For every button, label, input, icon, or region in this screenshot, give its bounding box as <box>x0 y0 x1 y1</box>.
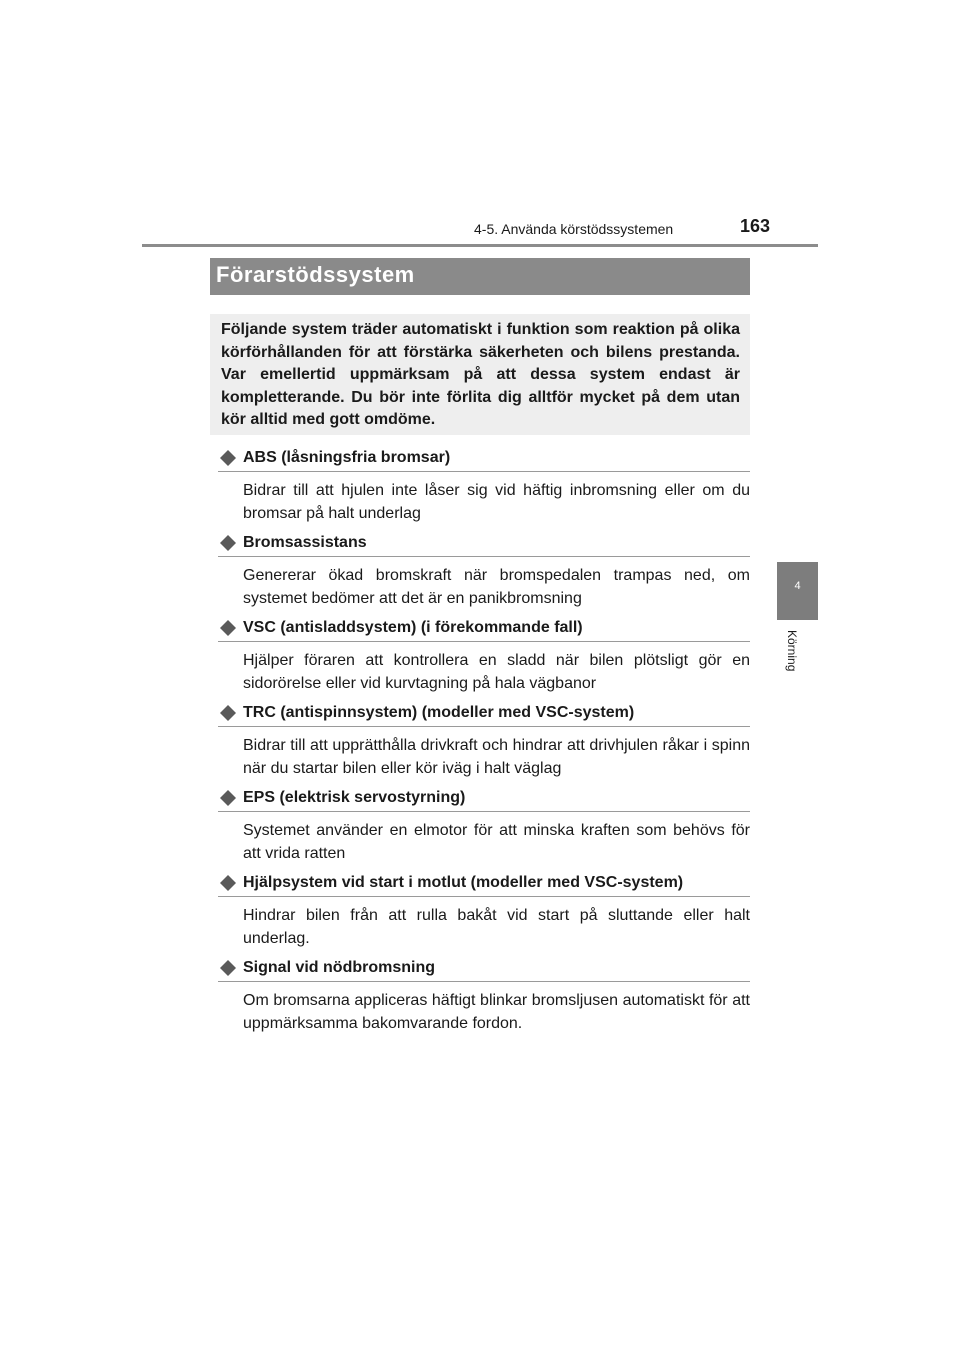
diamond-icon <box>219 534 237 552</box>
diamond-icon <box>219 704 237 722</box>
item-description: Systemet använder en elmotor för att minska kraften som behövs för att vrida ratten <box>243 822 750 862</box>
diamond-icon <box>219 874 237 892</box>
header-rule <box>142 244 818 247</box>
item-heading <box>218 533 750 557</box>
chapter-label: Körning <box>785 630 799 672</box>
intro-box <box>210 314 750 435</box>
section-name: 4-5. Använda körstödssystemen <box>474 221 674 237</box>
item-description: Bidrar till att hjulen inte låser sig vid häftig inbromsning eller om du bromsar på halt underlag <box>243 482 750 522</box>
item-description: Genererar ökad bromskraft när bromspedalen trampas ned, om systemet bedömer att det är en panikbromsning <box>243 567 750 607</box>
item-heading <box>218 448 750 472</box>
item-heading <box>218 618 750 642</box>
diamond-icon <box>219 619 237 637</box>
item-title: VSC (antisladdsystem) (i förekommande fall) <box>243 619 583 636</box>
item-description: Hindrar bilen från att rulla bakåt vid start på sluttande eller halt underlag. <box>243 907 750 947</box>
item-description: Hjälper föraren att kontrollera en sladd när bilen plötsligt gör en sidorörelse eller vid kurvtagning på hala vägbanor <box>243 652 750 692</box>
item-title: ABS (låsningsfria bromsar) <box>243 449 451 466</box>
list-item <box>218 533 750 610</box>
item-title: Hjälpsystem vid start i motlut (modeller med VSC-system) <box>243 874 684 891</box>
page-number: 163 <box>740 216 771 236</box>
diamond-icon <box>219 789 237 807</box>
title-bar <box>210 258 750 295</box>
list-item <box>218 703 750 780</box>
intro-text: Följande system träder automatiskt i funktion som reaktion på olika körförhållanden för att förstärka säkerheten och bilens prestanda. Var emellertid uppmärksam på att dessa system endast är kompletterande. Du bör inte förlita dig alltför mycket på dem utan kör alltid med gott omdöme. <box>221 321 740 428</box>
item-heading <box>218 788 750 812</box>
chapter-number: 4 <box>794 580 801 592</box>
item-heading <box>218 873 750 897</box>
item-title: EPS (elektrisk servostyrning) <box>243 789 466 806</box>
item-description: Om bromsarna appliceras häftigt blinkar bromsljusen automatiskt för att uppmärksamma bakomvarande fordon. <box>243 992 750 1032</box>
item-heading <box>218 703 750 727</box>
list-item <box>218 448 750 525</box>
page-title: Förarstödssystem <box>216 262 415 287</box>
item-title: Bromsassistans <box>243 534 367 551</box>
list-item <box>218 958 750 1035</box>
item-title: Signal vid nödbromsning <box>243 959 435 976</box>
list-item <box>218 873 750 950</box>
item-title: TRC (antispinnsystem) (modeller med VSC-system) <box>243 704 635 721</box>
item-description: Bidrar till att upprätthålla drivkraft och hindrar att drivhjulen råkar i spinn när du startar bilen eller kör iväg i halt väglag <box>243 737 750 777</box>
item-heading <box>218 958 750 982</box>
chapter-tab[interactable] <box>777 562 818 620</box>
diamond-icon <box>219 449 237 467</box>
list-item <box>218 618 750 695</box>
list-item <box>218 788 750 865</box>
diamond-icon <box>219 959 237 977</box>
